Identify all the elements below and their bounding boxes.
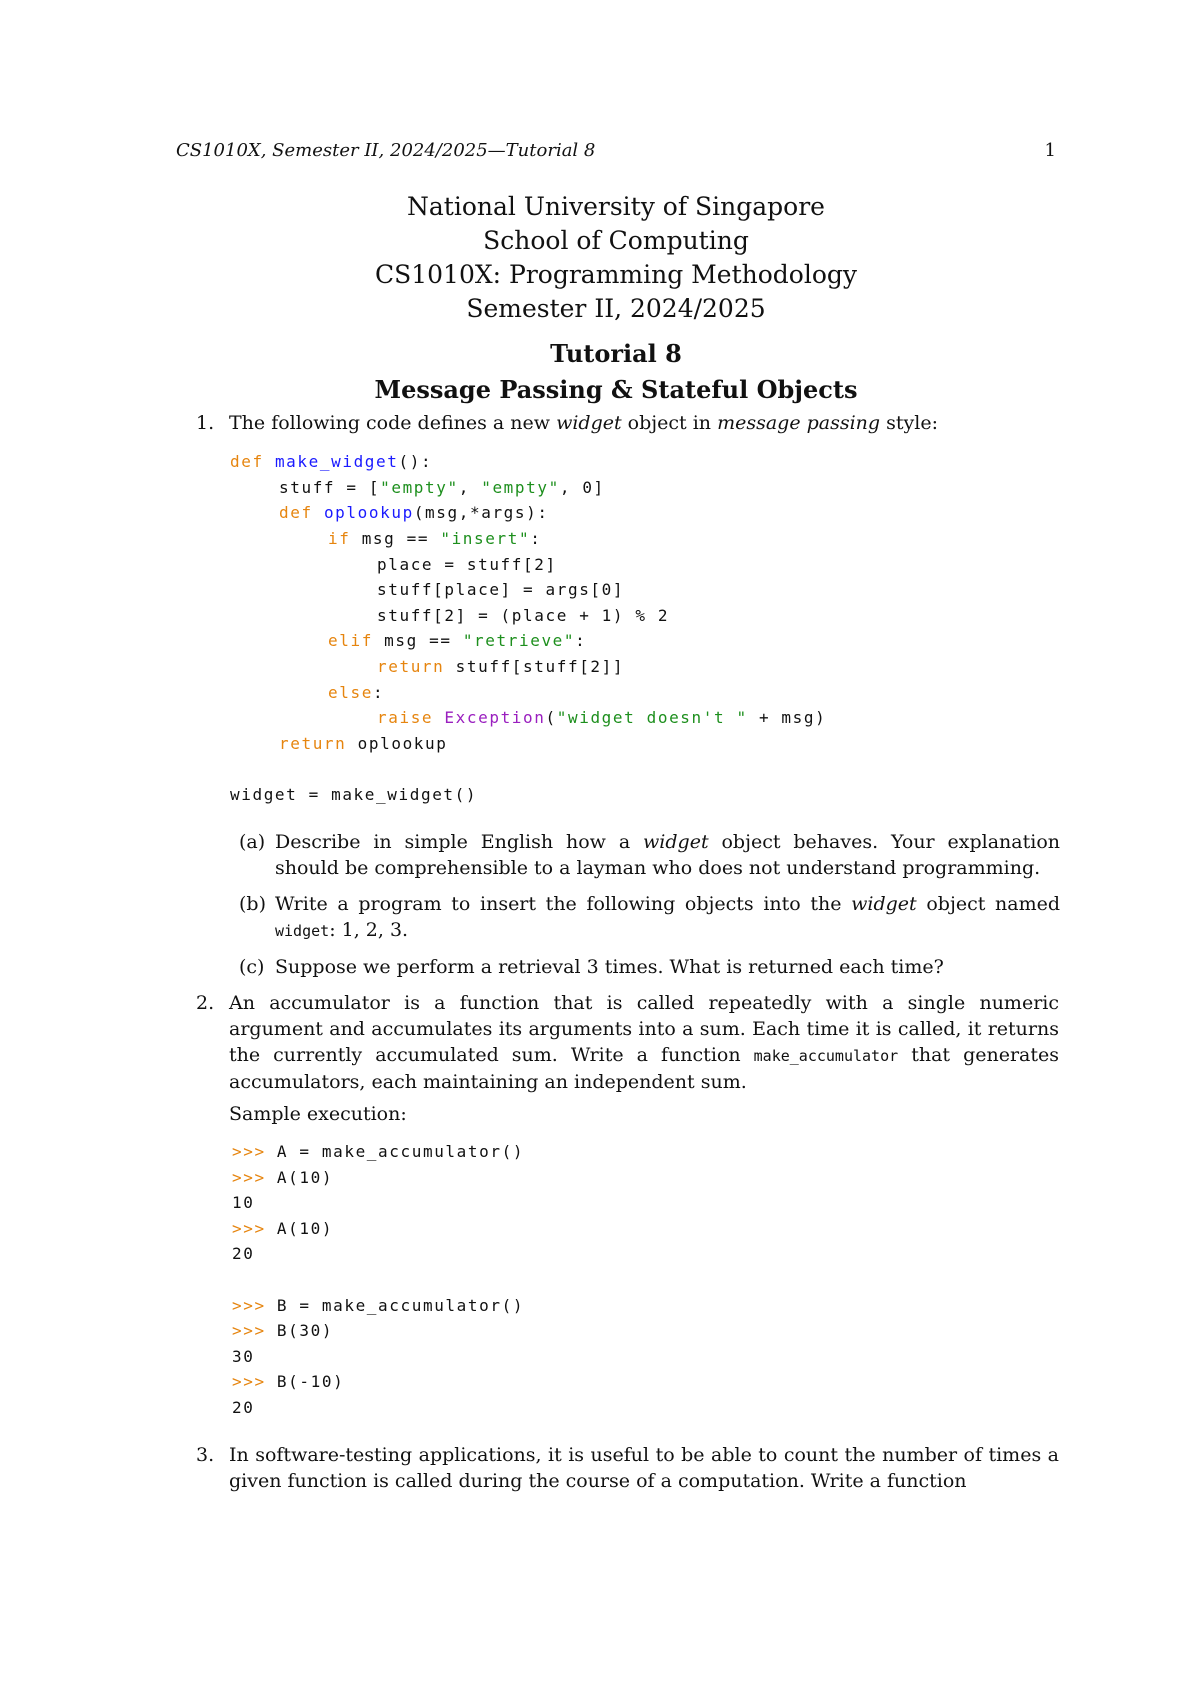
running-header: [176, 140, 1056, 166]
code-function-name: make_widget: [274, 452, 399, 471]
code-text: oplookup: [346, 734, 448, 753]
q1b-widget: widget: [851, 893, 917, 915]
q1b-text-2: object named: [916, 893, 1060, 915]
code-keyword: raise: [377, 708, 434, 727]
tutorial-heading: [176, 336, 1056, 408]
code-text: + msg): [747, 708, 827, 727]
code-string: "retrieve": [462, 631, 576, 650]
code-line: place = stuff[2]: [377, 555, 557, 574]
semester: Semester II, 2024/2025: [466, 294, 766, 323]
q1-part-a-label: (a): [239, 831, 266, 853]
code-keyword: def: [230, 452, 264, 471]
code-prompt: >>>: [232, 1219, 266, 1238]
q1-part-c-label: (c): [239, 956, 265, 978]
q1-intro-text-3: style:: [880, 412, 938, 434]
code-line: 30: [232, 1347, 255, 1366]
code-string: "empty": [380, 478, 459, 497]
code-line: 10: [232, 1193, 255, 1212]
page-number: 1: [1044, 140, 1056, 161]
q1b-text-3: : 1, 2, 3.: [329, 919, 409, 941]
code-string: "widget doesn't ": [556, 708, 748, 727]
q1-part-b: [275, 891, 1060, 944]
code-text: A(10): [265, 1168, 334, 1187]
code-text: ,: [458, 478, 482, 497]
title-block: [176, 190, 1056, 326]
code-keyword: def: [279, 503, 313, 522]
q1-intro-message-passing: message passing: [717, 412, 881, 434]
code-line: [232, 1321, 333, 1341]
code-prompt: >>>: [232, 1321, 266, 1340]
code-keyword: return: [279, 734, 347, 753]
code-keyword: elif: [328, 631, 373, 650]
code-text: B = make_accumulator(): [265, 1296, 525, 1315]
code-line: [377, 657, 624, 677]
code-text: (: [545, 708, 557, 727]
code-line: [232, 1296, 524, 1316]
sample-execution-label: Sample execution:: [229, 1103, 407, 1125]
code-builtin: Exception: [444, 708, 546, 727]
code-prompt: >>>: [232, 1142, 266, 1161]
code-text: , 0]: [559, 478, 605, 497]
code-text: stuff = [: [279, 478, 381, 497]
code-prompt: >>>: [232, 1296, 266, 1315]
code-line: [232, 1372, 344, 1392]
university-name: National University of Singapore: [407, 192, 825, 221]
code-text: stuff[stuff[2]]: [444, 657, 625, 676]
code-text: :: [530, 529, 542, 548]
code-text: ():: [398, 452, 433, 471]
code-line: 20: [232, 1244, 255, 1263]
code-string: "empty": [481, 478, 560, 497]
code-text: B(30): [265, 1321, 334, 1340]
code-line: [232, 1219, 333, 1239]
q1-intro-widget: widget: [556, 412, 622, 434]
question-3-text: In software-testing applications, it is useful to be able to count the number of times a given function is called during the course of a computation. Write a function: [229, 1444, 1059, 1492]
code-text: msg ==: [350, 529, 441, 548]
code-line: [279, 478, 605, 498]
code-keyword: return: [377, 657, 445, 676]
code-line: widget = make_widget(): [230, 785, 478, 804]
code-line: 20: [232, 1398, 255, 1417]
code-prompt: >>>: [232, 1372, 266, 1391]
question-2-number: 2.: [196, 992, 215, 1014]
q1-part-b-label: (b): [239, 893, 266, 915]
code-line: [232, 1142, 524, 1162]
running-title: CS1010X, Semester II, 2024/2025—Tutorial 8: [176, 140, 596, 161]
q1-intro-text: The following code defines a new: [229, 412, 557, 434]
q2-text: An accumulator is a function that is called repeatedly with a single numeric argument and accumulates its arguments into a sum. Each time it is called, it returns the currently accumulated sum. Write a function: [229, 992, 1059, 1066]
q1a-text-2: object behaves. Your explanation should be comprehensible to a layman who does not understand programming.: [275, 831, 1060, 879]
question-3-number: 3.: [196, 1444, 215, 1466]
school-name: School of Computing: [483, 226, 749, 255]
code-keyword: if: [328, 529, 351, 548]
q1a-text: Describe in simple English how a: [275, 831, 644, 853]
code-text: A(10): [265, 1219, 334, 1238]
code-string: "insert": [440, 529, 531, 548]
q1b-text: Write a program to insert the following objects into the: [275, 893, 852, 915]
code-text: [433, 708, 444, 727]
question-1-intro: [229, 410, 1059, 436]
code-line: [232, 1168, 333, 1188]
code-text: :: [372, 683, 385, 702]
code-line: stuff[2] = (place + 1) % 2: [377, 606, 670, 625]
code-line: stuff[place] = args[0]: [377, 580, 625, 599]
code-line: [279, 734, 448, 754]
code-line: [328, 529, 541, 549]
q2-code-make-accumulator: make_accumulator: [753, 1047, 899, 1065]
tutorial-topic: Message Passing & Stateful Objects: [374, 375, 858, 404]
code-text: (msg,*args):: [413, 503, 549, 522]
q1b-code-widget: widget: [275, 922, 330, 940]
code-prompt: >>>: [232, 1168, 266, 1187]
question-2-text: [229, 990, 1059, 1095]
q2-text-2: that generates accumulators, each maintaining an independent sum.: [229, 1044, 1060, 1093]
code-function-name: oplookup: [323, 503, 414, 522]
q1-part-c: Suppose we perform a retrieval 3 times. What is returned each time?: [275, 956, 944, 978]
q1a-widget: widget: [643, 831, 709, 853]
q1-intro-text-2: object in: [621, 412, 718, 434]
code-line: [377, 708, 826, 728]
code-line: [328, 683, 384, 703]
code-line: [230, 452, 432, 472]
code-text: :: [575, 631, 587, 650]
tutorial-number: Tutorial 8: [550, 339, 682, 368]
q1-part-a: [275, 829, 1060, 881]
code-text: A = make_accumulator(): [265, 1142, 525, 1161]
code-line: [279, 503, 549, 523]
code-text: B(-10): [265, 1372, 345, 1391]
question-1-number: 1.: [196, 412, 215, 434]
code-line: [328, 631, 586, 651]
code-keyword: else: [328, 683, 373, 702]
code-text: msg ==: [372, 631, 463, 650]
course-title: CS1010X: Programming Methodology: [374, 260, 857, 289]
